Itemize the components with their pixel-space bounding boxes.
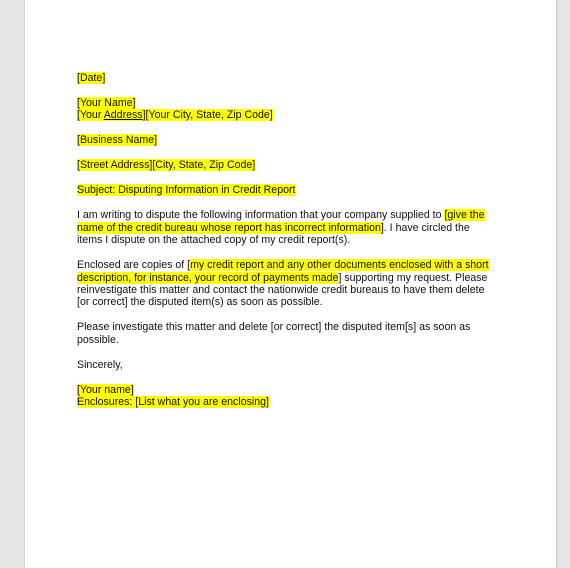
sender-block <box>77 97 517 122</box>
paragraph-enclosed-line-3 <box>77 284 517 296</box>
date-placeholder: [Date] <box>77 72 106 84</box>
closing-line <box>77 359 517 371</box>
dispute-attached-text: items I dispute on the attached copy of my credit report(s). <box>77 234 351 247</box>
enclosed-docs-highlight-1: my credit report and any other documents enclosed with a short <box>190 259 489 272</box>
signature-name-line <box>77 384 517 396</box>
paragraph-investigate <box>77 321 517 346</box>
paragraph-enclosed <box>77 259 517 309</box>
sender-address-prefix: [Your <box>77 109 104 122</box>
enclosed-docs-highlight-2: description, for instance, your record of payments made <box>77 271 339 284</box>
business-name-line <box>77 134 517 146</box>
paragraph-investigate-line-2 <box>77 334 517 346</box>
sender-name-placeholder: [Your Name] <box>77 97 136 109</box>
investigate-text-1: Please investigate this matter and delete [or correct] the disputed item[s] as soon as <box>77 321 471 334</box>
paragraph-dispute <box>77 209 517 246</box>
business-address-placeholder: [Street Address][City, State, Zip Code] <box>77 159 256 172</box>
business-name-placeholder: [Business Name] <box>77 134 158 147</box>
enclosed-correct-text: [or correct] the disputed item(s) as soon as possible. <box>77 296 323 309</box>
sender-address-line <box>77 109 517 121</box>
business-address-line <box>77 159 517 171</box>
enclosed-reinvestigate-text: reinvestigate this matter and contact the nationwide credit bureaus to have them delete <box>77 284 485 297</box>
paragraph-enclosed-line-4 <box>77 296 517 308</box>
investigate-text-2: possible. <box>77 333 119 346</box>
paragraph-enclosed-line-1 <box>77 259 517 271</box>
sender-name-line <box>77 97 517 109</box>
enclosed-intro-text: Enclosed are copies of [ <box>77 259 191 272</box>
paragraph-dispute-line-2 <box>77 222 517 234</box>
enclosures-placeholder: Enclosures: [List what you are enclosing] <box>77 396 269 409</box>
subject-text: Subject: Disputing Information in Credit Report <box>77 184 296 197</box>
sender-address-word: Address <box>103 109 143 122</box>
dispute-bureau-highlight-2: name of the credit bureau whose report has incorrect information] <box>77 221 384 234</box>
document-page <box>24 0 557 568</box>
dispute-circled-text: . I have circled the <box>383 221 470 234</box>
closing-text: Sincerely, <box>77 358 123 371</box>
sender-address-suffix: ][Your City, State, Zip Code] <box>142 109 273 122</box>
subject-line <box>77 184 517 196</box>
signature-block <box>77 384 517 409</box>
paragraph-enclosed-line-2 <box>77 272 517 284</box>
paragraph-dispute-line-3 <box>77 234 517 246</box>
paragraph-investigate-line-1 <box>77 321 517 333</box>
enclosed-supporting-text: ] supporting my request. Please <box>338 271 488 284</box>
signature-name-placeholder: [Your name] <box>77 383 134 396</box>
enclosures-line <box>77 396 517 408</box>
dispute-bureau-highlight-1: [give the <box>444 209 485 222</box>
paragraph-dispute-line-1 <box>77 209 517 221</box>
letter-body <box>77 72 517 421</box>
date-line <box>77 72 517 84</box>
dispute-intro-text: I am writing to dispute the following information that your company supplied to <box>77 209 445 222</box>
